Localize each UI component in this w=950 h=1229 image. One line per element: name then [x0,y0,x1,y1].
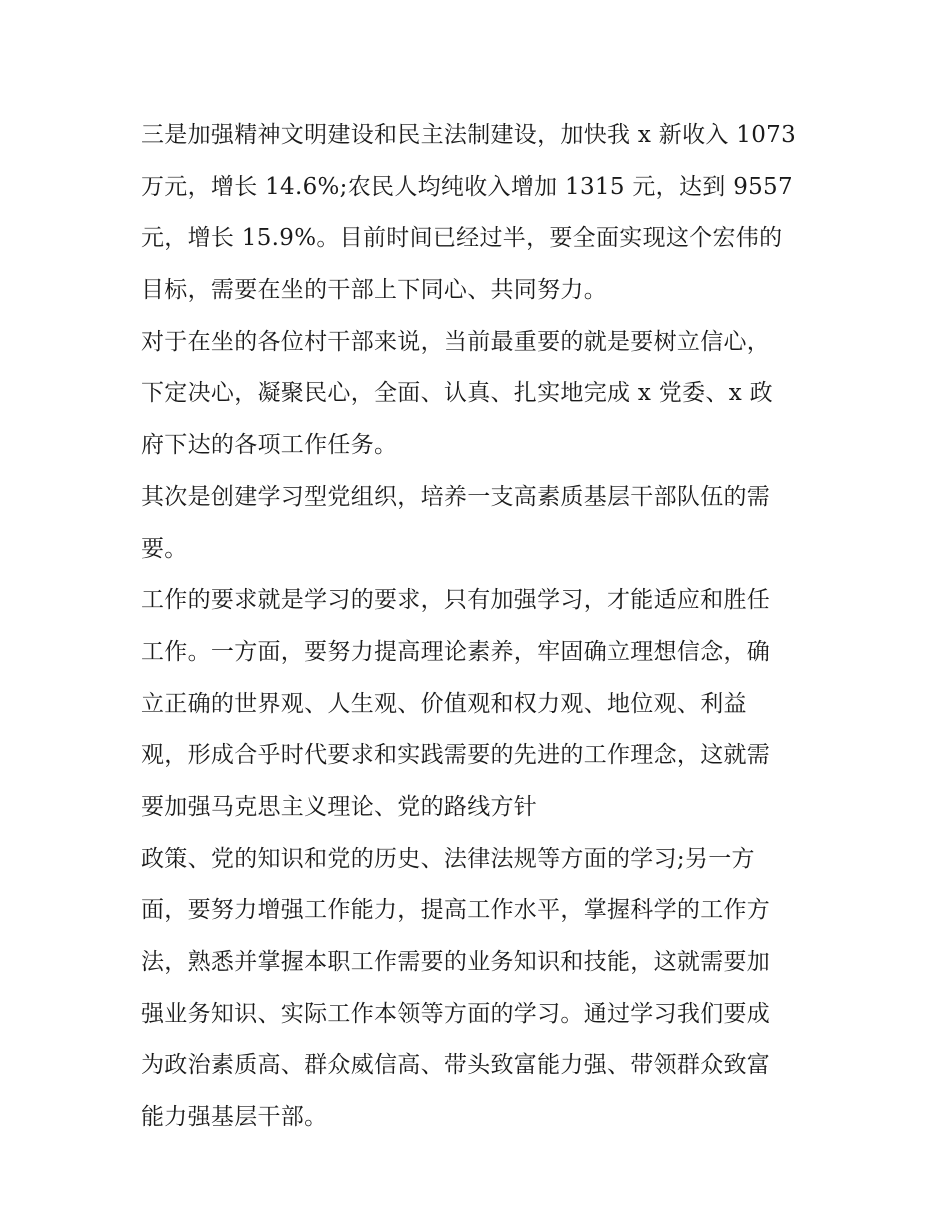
text-line: 政策、党的知识和党的历史、法律法规等方面的学习;另一方 [141,845,755,872]
text-line: 府下达的各项工作任务。 [141,432,398,459]
text-line: 万元，增长 14.6%;农民人均纯收入增加 1315 元，达到 9557 [141,173,793,200]
text-line: 要加强马克思主义理论、党的路线方针 [141,793,538,820]
text-line: 工作。一方面，要努力提高理论素养，牢固确立理想信念，确 [141,638,771,665]
text-line: 其次是创建学习型党组织，培养一支高素质基层干部队伍的需 [141,483,771,510]
text-line: 元，增长 15.9%。目前时间已经过半，要全面实现这个宏伟的 [141,225,783,252]
text-line: 为政治素质高、群众威信高、带头致富能力强、带领群众致富 [141,1052,771,1079]
text-line: 面，要努力增强工作能力，提高工作水平，掌握科学的工作方 [141,897,771,924]
text-line: 法，熟悉并掌握本职工作需要的业务知识和技能，这就需要加 [141,949,771,975]
text-line: 立正确的世界观、人生观、价值观和权力观、地位观、利益 [141,690,747,717]
text-line: 目标，需要在坐的干部上下同心、共同努力。 [141,277,607,304]
text-line: 观，形成合乎时代要求和实践需要的先进的工作理念，这就需 [141,742,771,769]
text-line: 要。 [141,535,188,562]
text-line: 强业务知识、实际工作本领等方面的学习。通过学习我们要成 [141,1000,771,1027]
body-text [141,110,821,1144]
text-line: 对于在坐的各位村干部来说，当前最重要的就是要树立信心， [141,328,771,355]
text-line: 三是加强精神文明建设和民主法制建设，加快我 x 新收入 1073 [141,122,797,148]
text-line: 下定决心，凝聚民心，全面、认真、扎实地完成 x 党委、x 政 [141,380,773,407]
text-line: 工作的要求就是学习的要求，只有加强学习，才能适应和胜任 [141,587,771,614]
text-line: 能力强基层干部。 [141,1104,328,1131]
